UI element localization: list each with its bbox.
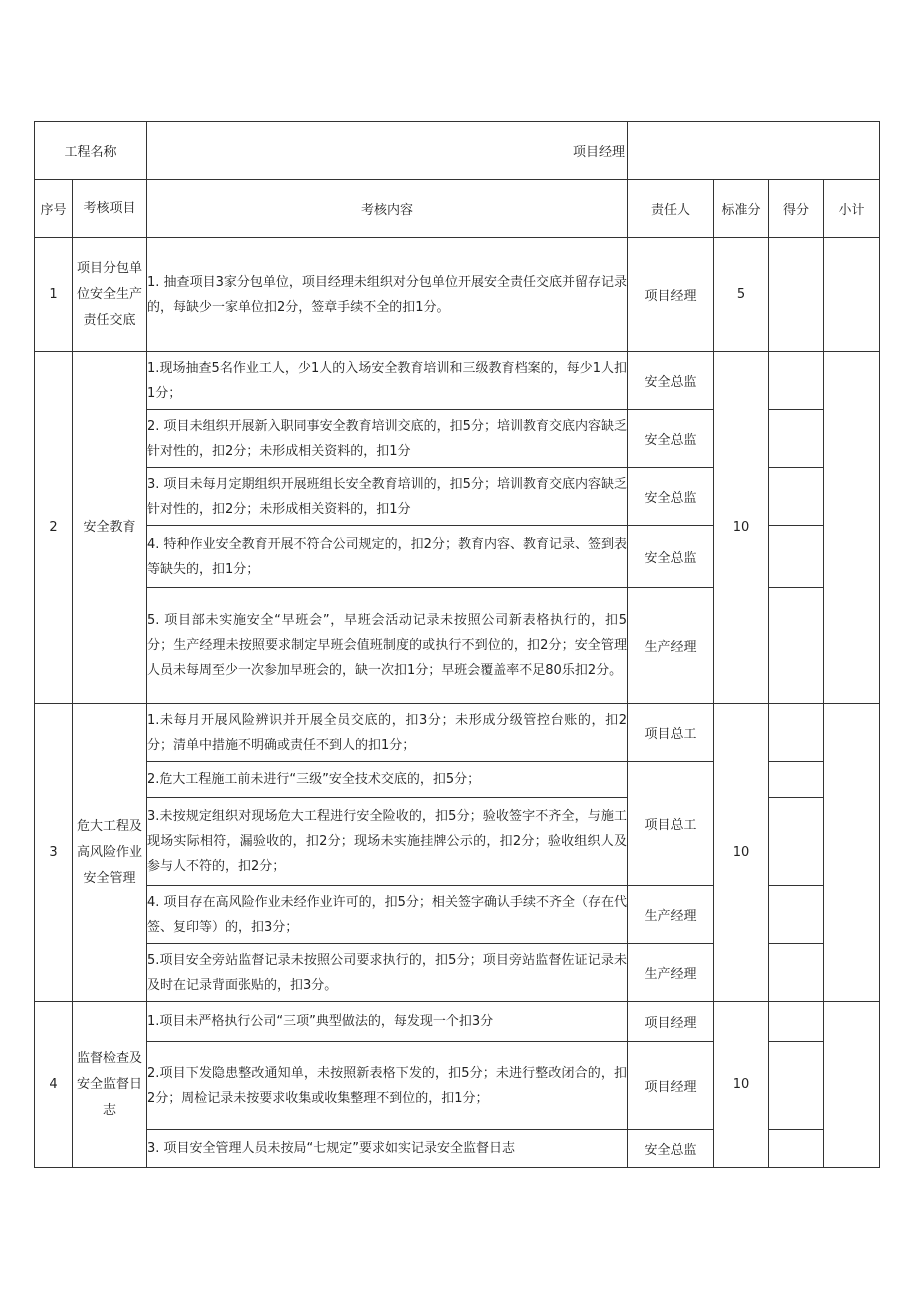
criterion-content: 2. 项目未组织开展新入职同事安全教育培训交底的，扣5分；培训教育交底内容缺乏针对性的，扣2分；未形成相关资料的，扣1分 (147, 410, 628, 468)
score-cell[interactable] (769, 352, 824, 410)
col-seq-header: 序号 (35, 180, 73, 238)
responsible-person: 项目总工 (628, 762, 714, 886)
col-responsible-header: 责任人 (628, 180, 714, 238)
table-row (35, 238, 880, 352)
table-row (35, 352, 880, 410)
section-item: 安全教育 (73, 352, 147, 704)
responsible-person: 安全总监 (628, 468, 714, 526)
criterion-content: 2.项目下发隐患整改通知单，未按照新表格下发的，扣5分；未进行整改闭合的，扣2分；周检记录未按要求收集或收集整理不到位的，扣1分； (147, 1042, 628, 1130)
section-seq: 2 (35, 352, 73, 704)
score-cell[interactable] (769, 1042, 824, 1130)
section-seq: 1 (35, 238, 73, 352)
criterion-content: 1.现场抽查5名作业工人，少1人的入场安全教育培训和三级教育档案的，每少1人扣1分； (147, 352, 628, 410)
responsible-person: 安全总监 (628, 526, 714, 588)
subtotal-cell[interactable] (824, 238, 880, 352)
section-item: 危大工程及高风险作业安全管理 (73, 704, 147, 1002)
column-header-row (35, 180, 880, 238)
criterion-content: 4. 项目存在高风险作业未经作业许可的，扣5分；相关签字确认手续不齐全（存在代签、复印等）的，扣3分； (147, 886, 628, 944)
subtotal-cell[interactable] (824, 704, 880, 1002)
responsible-person: 生产经理 (628, 588, 714, 704)
section-item: 监督检查及安全监督日志 (73, 1002, 147, 1168)
criterion-content: 5.项目安全旁站监督记录未按照公司要求执行的，扣5分；项目旁站监督佐证记录未及时在记录背面张贴的，扣3分。 (147, 944, 628, 1002)
standard-score: 5 (714, 238, 769, 352)
standard-score: 10 (714, 1002, 769, 1168)
responsible-person: 安全总监 (628, 1130, 714, 1168)
project-manager-value[interactable] (628, 122, 880, 180)
col-score-header: 得分 (769, 180, 824, 238)
assessment-table (34, 121, 880, 1168)
project-name-label: 工程名称 (35, 122, 147, 180)
score-cell[interactable] (769, 886, 824, 944)
col-standard-header: 标准分 (714, 180, 769, 238)
responsible-person: 项目经理 (628, 1002, 714, 1042)
criterion-content: 5. 项目部未实施安全“早班会”，早班会活动记录未按照公司新表格执行的，扣5分；生产经理未按照要求制定早班会值班制度的或执行不到位的，扣2分；安全管理人员未每周至少一次参加早班会的，缺一次扣1分；早班会覆盖率不足80乐扣2分。 (147, 588, 628, 704)
criterion-content: 3. 项目安全管理人员未按局“七规定”要求如实记录安全监督日志 (147, 1130, 628, 1168)
responsible-person: 项目经理 (628, 1042, 714, 1130)
score-cell[interactable] (769, 238, 824, 352)
responsible-person: 生产经理 (628, 886, 714, 944)
score-cell[interactable] (769, 1002, 824, 1042)
project-info-row (35, 122, 880, 180)
criterion-content: 4. 特种作业安全教育开展不符合公司规定的，扣2分；教育内容、教育记录、签到表等缺失的，扣1分； (147, 526, 628, 588)
table-row (35, 1002, 880, 1042)
score-cell[interactable] (769, 410, 824, 468)
section-seq: 3 (35, 704, 73, 1002)
score-cell[interactable] (769, 526, 824, 588)
criterion-content: 3. 项目未每月定期组织开展班组长安全教育培训的，扣5分；培训教育交底内容缺乏针对性的，扣2分；未形成相关资料的，扣1分 (147, 468, 628, 526)
section-item: 项目分包单位安全生产责任交底 (73, 238, 147, 352)
criterion-content: 1. 抽查项目3家分包单位，项目经理未组织对分包单位开展安全责任交底并留存记录的，每缺少一家单位扣2分，签章手续不全的扣1分。 (147, 238, 628, 352)
responsible-person: 项目经理 (628, 238, 714, 352)
subtotal-cell[interactable] (824, 1002, 880, 1168)
score-cell[interactable] (769, 762, 824, 798)
score-cell[interactable] (769, 704, 824, 762)
criterion-content: 1.未每月开展风险辨识并开展全员交底的，扣3分；未形成分级管控台账的，扣2分；清单中措施不明确或责任不到人的扣1分； (147, 704, 628, 762)
responsible-person: 安全总监 (628, 410, 714, 468)
score-cell[interactable] (769, 1130, 824, 1168)
responsible-person: 安全总监 (628, 352, 714, 410)
score-cell[interactable] (769, 944, 824, 1002)
table-row (35, 704, 880, 762)
col-content-header: 考核内容 (147, 180, 628, 238)
subtotal-cell[interactable] (824, 352, 880, 704)
responsible-person: 生产经理 (628, 944, 714, 1002)
criterion-content: 1.项目未严格执行公司“三项”典型做法的，每发现一个扣3分 (147, 1002, 628, 1042)
project-manager-label: 项目经理 (147, 122, 628, 180)
col-item-header: 考核项目 (73, 180, 147, 238)
section-seq: 4 (35, 1002, 73, 1168)
criterion-content: 2.危大工程施工前未进行“三级”安全技术交底的，扣5分； (147, 762, 628, 798)
score-cell[interactable] (769, 798, 824, 886)
criterion-content: 3.未按规定组织对现场危大工程进行安全险收的，扣5分；验收签字不齐全，与施工现场实际相符，漏验收的，扣2分；现场未实施挂牌公示的，扣2分；验收组织人及参与人不符的，扣2分； (147, 798, 628, 886)
score-cell[interactable] (769, 468, 824, 526)
standard-score: 10 (714, 704, 769, 1002)
responsible-person: 项目总工 (628, 704, 714, 762)
standard-score: 10 (714, 352, 769, 704)
score-cell[interactable] (769, 588, 824, 704)
col-subtotal-header: 小计 (824, 180, 880, 238)
